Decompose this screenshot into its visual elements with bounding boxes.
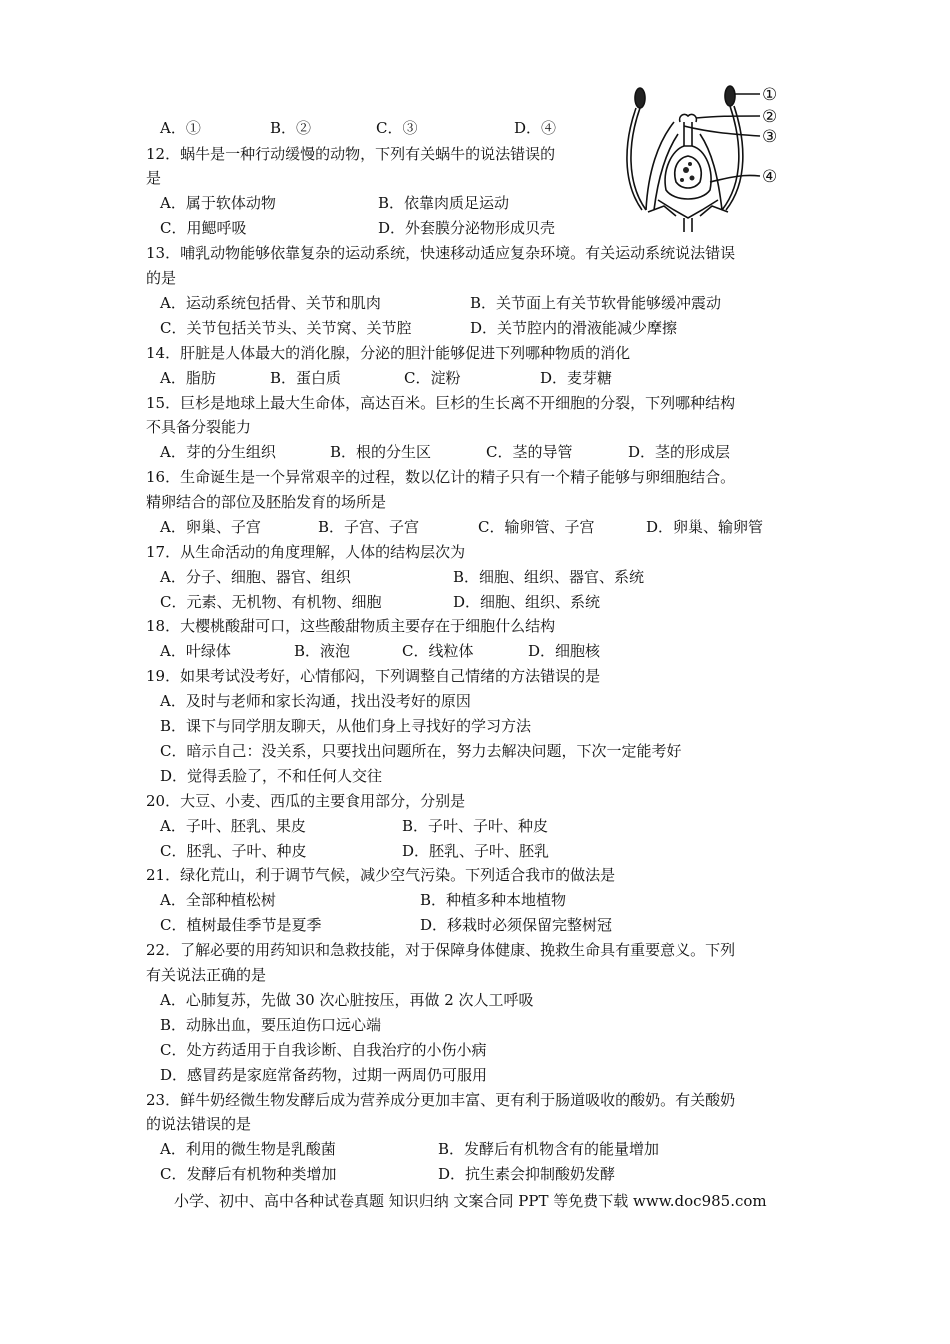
- q20-option-c: C．胚乳、子叶、种皮: [160, 842, 307, 860]
- q15-option-d: D．茎的形成层: [628, 443, 731, 461]
- q16-stem: 16．生命诞生是一个异常艰辛的过程，数以亿计的精子只有一个精子能够与卵细胞结合。: [146, 468, 736, 486]
- q14-option-c: C．淀粉: [404, 369, 461, 387]
- q22-option-d: D．感冒药是家庭常备药物，过期一两周仍可服用: [160, 1066, 488, 1084]
- q19-option-c: C．暗示自己：没关系，只要找出问题所在，努力去解决问题，下次一定能考好: [160, 742, 682, 760]
- q23-option-a: A．利用的微生物是乳酸菌: [160, 1140, 336, 1158]
- q19-option-d: D．觉得丢脸了，不和任何人交往: [160, 767, 383, 785]
- q15-stem-cont: 不具备分裂能力: [146, 418, 252, 436]
- q13-stem: 13．哺乳动物能够依靠复杂的运动系统，快速移动适应复杂环境。有关运动系统说法错误: [146, 244, 736, 262]
- q21-option-b: B．种植多种本地植物: [420, 891, 567, 909]
- q22-option-a: A．心肺复苏，先做 30 次心脏按压，再做 2 次人工呼吸: [160, 991, 534, 1009]
- q13-option-d: D．关节腔内的滑液能减少摩擦: [470, 319, 678, 337]
- q17-option-a: A．分子、细胞、器官、组织: [160, 568, 351, 586]
- q23-stem: 23．鲜牛奶经微生物发酵后成为营养成分更加丰富、更有利于肠道吸收的酸奶。有关酸奶: [146, 1091, 736, 1109]
- flower-structure-diagram: [618, 82, 818, 232]
- q12-option-c: C．用鳃呼吸: [160, 219, 247, 237]
- q16-option-c: C．输卵管、子宫: [478, 518, 595, 536]
- q18-option-d: D．细胞核: [528, 642, 601, 660]
- q15-stem: 15．巨杉是地球上最大生命体，高达百米。巨杉的生长离不开细胞的分裂，下列哪种结构: [146, 394, 736, 412]
- q17-option-d: D．细胞、组织、系统: [453, 593, 601, 611]
- diagram-label-4: ④: [762, 167, 778, 187]
- q13-option-b: B．关节面上有关节软骨能够缓冲震动: [470, 294, 722, 312]
- q22-stem-cont: 有关说法正确的是: [146, 966, 267, 984]
- q14-stem: 14．肝脏是人体最大的消化腺，分泌的胆汁能够促进下列哪种物质的消化: [146, 344, 631, 362]
- q17-option-c: C．元素、无机物、有机物、细胞: [160, 593, 382, 611]
- q17-stem: 17．从生命活动的角度理解，人体的结构层次为: [146, 543, 466, 561]
- q18-option-a: A．叶绿体: [160, 642, 231, 660]
- q14-option-a: A．脂肪: [160, 369, 216, 387]
- q21-option-d: D．移栽时必须保留完整树冠: [420, 916, 613, 934]
- q12-option-b: B．依靠肉质足运动: [378, 194, 510, 212]
- q12-stem: 12．蜗牛是一种行动缓慢的动物，下列有关蜗牛的说法错误的: [146, 145, 556, 163]
- q21-stem: 21．绿化荒山，利于调节气候，减少空气污染。下列适合我市的做法是: [146, 866, 616, 884]
- q15-option-a: A．芽的分生组织: [160, 443, 276, 461]
- q14-option-b: B．蛋白质: [270, 369, 342, 387]
- q19-stem: 19．如果考试没考好，心情郁闷，下列调整自己情绪的方法错误的是: [146, 667, 601, 685]
- q13-option-a: A．运动系统包括骨、关节和肌肉: [160, 294, 381, 312]
- q22-option-c: C．处方药适用于自我诊断、自我治疗的小伤小病: [160, 1041, 487, 1059]
- q11-option-d: D．④: [514, 119, 557, 137]
- q18-option-b: B．液泡: [294, 642, 351, 660]
- q16-option-d: D．卵巢、输卵管: [646, 518, 764, 536]
- q20-option-b: B．子叶、子叶、种皮: [402, 817, 549, 835]
- q16-option-b: B．子宫、子宫: [318, 518, 420, 536]
- q18-stem: 18．大樱桃酸甜可口，这些酸甜物质主要存在于细胞什么结构: [146, 617, 556, 635]
- q15-option-c: C．茎的导管: [486, 443, 573, 461]
- page-footer: 小学、初中、高中各种试卷真题 知识归纳 文案合同 PPT 等免费下载 www.doc985.com: [174, 1192, 767, 1210]
- q17-option-b: B．细胞、组织、器官、系统: [453, 568, 645, 586]
- q19-option-a: A．及时与老师和家长沟通，找出没考好的原因: [160, 692, 471, 710]
- diagram-label-2: ②: [762, 107, 778, 127]
- q12-stem-cont: 是: [146, 169, 162, 187]
- diagram-label-1: ①: [762, 85, 778, 105]
- q23-option-d: D．抗生素会抑制酸奶发酵: [438, 1165, 616, 1183]
- q19-option-b: B．课下与同学朋友聊天，从他们身上寻找好的学习方法: [160, 717, 532, 735]
- q14-option-d: D．麦芽糖: [540, 369, 613, 387]
- q20-option-d: D．胚乳、子叶、胚乳: [402, 842, 550, 860]
- q15-option-b: B．根的分生区: [330, 443, 432, 461]
- q23-stem-cont: 的说法错误的是: [146, 1115, 252, 1133]
- q16-stem-cont: 精卵结合的部位及胚胎发育的场所是: [146, 493, 387, 511]
- q11-option-c: C．③: [376, 119, 418, 137]
- q23-option-b: B．发酵后有机物含有的能量增加: [438, 1140, 660, 1158]
- q11-option-a: A．①: [160, 119, 201, 137]
- q21-option-a: A．全部种植松树: [160, 891, 276, 909]
- q22-stem: 22．了解必要的用药知识和急救技能，对于保障身体健康、挽救生命具有重要意义。下列: [146, 941, 736, 959]
- q16-option-a: A．卵巢、子宫: [160, 518, 261, 536]
- q12-option-d: D．外套膜分泌物形成贝壳: [378, 219, 556, 237]
- q11-option-b: B．②: [270, 119, 312, 137]
- q22-option-b: B．动脉出血，要压迫伤口远心端: [160, 1016, 382, 1034]
- q20-option-a: A．子叶、胚乳、果皮: [160, 817, 306, 835]
- diagram-label-3: ③: [762, 127, 778, 147]
- q13-option-c: C．关节包括关节头、关节窝、关节腔: [160, 319, 412, 337]
- q12-option-a: A．属于软体动物: [160, 194, 276, 212]
- q20-stem: 20．大豆、小麦、西瓜的主要食用部分，分别是: [146, 792, 466, 810]
- q13-stem-cont: 的是: [146, 269, 177, 287]
- q23-option-c: C．发酵后有机物种类增加: [160, 1165, 337, 1183]
- q21-option-c: C．植树最佳季节是夏季: [160, 916, 322, 934]
- q18-option-c: C．线粒体: [402, 642, 474, 660]
